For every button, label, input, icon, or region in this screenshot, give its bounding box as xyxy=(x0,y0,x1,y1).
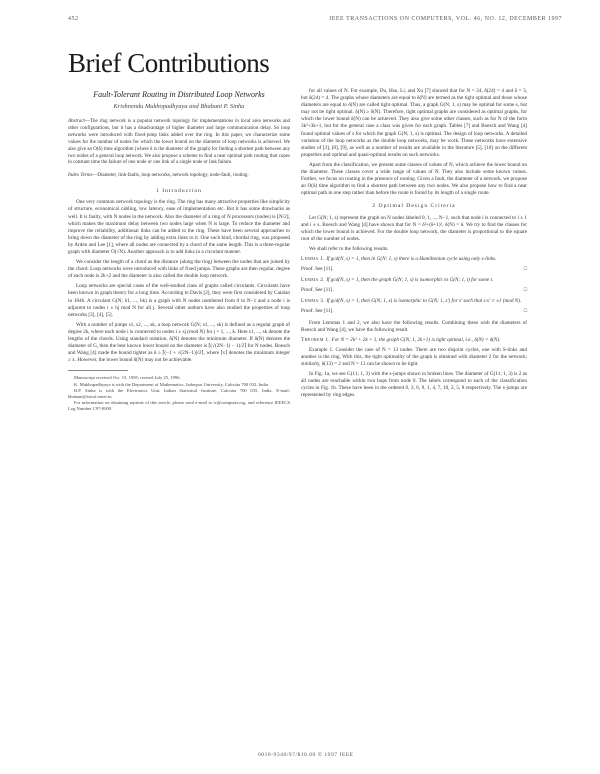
lemma-text: If gcd(N, s) = 1, then G(N; 1, s) is isomorphic to G(N; 1, s′) for s′ such that s·s′ ≡ ±1 (mod N). xyxy=(326,298,522,305)
paper-title: Fault-Tolerant Routing in Distributed Loop Networks xyxy=(93,90,265,99)
proof-text: Proof. See [11]. xyxy=(301,287,334,294)
footnote: Manuscript received Oct. 15, 1995; revised July 25, 1996. xyxy=(74,375,181,381)
lemma-label: Lemma 2. xyxy=(301,277,326,284)
intro-paragraph: One very common network topology is the ring. The ring has many attractive properties like simplicity of structure, economical cabling, low latency, ease of implementation etc. But it has some drawbacks as well. It is faulty, with N nodes in the network. Also the diameter of a ring of N processors (nodes) is ⌊N/2⌋, which makes the maximum delay between two nodes large when N is large. To reduce the diameter and improve the reliability, additional links can be added to the ring. These have been several approaches to bring down the diameter of the ring by adding extra links to it. One such kind, chordal ring, was proposed by Arden and Lee [1], where all nodes are connected by a chord of the same length. This is a three-regular graph with diameter O(√N). Another approach is to add links in a circulant manner. xyxy=(68,199,290,255)
copyright-code: 0018-9340/97/$10.00 © 1997 IEEE xyxy=(258,752,354,758)
proof xyxy=(301,308,527,315)
page-number: 452 xyxy=(68,16,79,22)
body-paragraph: From Lemmas 1 and 2, we also have the following results. Combining these with the diameters of Boesch and Wang [4], we have the following result. xyxy=(301,319,527,333)
body-paragraph: Apart from the classification, we present some classes of values of N, which achieve the lower bound on the diameter. These classes cover a wide range of values of N. They also include some known values. Further, we focus on routing in the presence of routing. Given a fault, the diameter of a network, we propose an O(δ) time algorithm to find a shortest path between any two nodes. We also propose how to find a near optimal path in one step rather than before the route is found by its length of a single route. xyxy=(301,161,527,197)
left-column xyxy=(68,90,290,413)
lemma-3 xyxy=(301,298,527,305)
section-title: Brief Contributions xyxy=(68,48,270,78)
intro-paragraph: We consider the length of a chord as the distance (along the ring) between the nodes that are joined by the chord. Loop networks were introduced with links of fixed jumps. These graphs are then regular, degree of each node is 2k+2 and the diameter is also called the double loop network. xyxy=(68,259,290,280)
qed-symbol: □ xyxy=(523,266,527,273)
intro-paragraph: With a number of jumps s1, s2, ..., sk, a loop network G(N; s1, ..., sk) is defined as a regular graph of degree 2k, where each node i is connected to nodes i ± sj (mod N) for j = 1, ..., k. Here s1, ..., sk denote the lengths of the chords. Using standard notation, δ(N) denotes the minimum diameter. If δ(N) denotes the diameter of G, then the best known lower bound on the diameter is ⌈(√(2N−1) − 1)/2⌉ for N nodes. Boesch and Wang [4] made the bound tighter as δ ≥ ⌈(−1 + √(2N−1))/2⌉, where ⌈x⌉ denotes the minimum integer ≥ x. However, the lower bound δ(N) may not be achievable. xyxy=(68,321,290,364)
lemma-text: If gcd(N, s) = 1, then the graph G(N; 1, s) is isomorphic to G(N; 1, t) for some t. xyxy=(326,277,494,284)
index-terms xyxy=(68,173,290,180)
introduction-heading: 1 Introduction xyxy=(156,188,202,195)
footnote: For information on obtaining reprints of this article, please send e-mail to tc@computer.org, and reference IEEECS Log Number C97-0000. xyxy=(68,400,290,412)
intro-paragraph: Loop networks are special cases of the well-studied class of graphs called circulants. Circulants have been known in graph theory for a long time. According to Davis [2], they were first considered by Catalan in 1846. A circulant G(N; h1, ..., hk) is a graph with N nodes numbered from 0 to N−1 and a node i is adjacent to nodes i ± hj mod N for all j. Several other authors have also studied the properties of loop networks [3], [4], [5]. xyxy=(68,283,290,318)
abstract xyxy=(68,119,290,167)
body-paragraph: In Fig. 1a, we see G(11; 1, 3) with the s-jumps shown in broken lines. The diameter of G(11; 1, 3) is 2 as all nodes are reachable within two hops from node 0. The labels correspond to each of the classification cycles in Fig. 1b. These have been in the ordered 0, 3, 6, 9, 1, 4, 7, 10, 2, 5, 8 respectively. The s-jumps are represented by ring edges. xyxy=(301,371,527,399)
theorem-1 xyxy=(301,337,527,344)
proof xyxy=(301,266,527,273)
running-header xyxy=(68,16,562,28)
lemma-2 xyxy=(301,277,527,284)
right-column xyxy=(301,88,527,402)
theorem-label: Theorem 1. xyxy=(301,336,331,343)
footnote: B.P. Sinha is with the Electronics Unit, Indian Statistical Institute, Calcutta 700 035, India. E-mail: bhabani@isical.ernet.in. xyxy=(68,387,290,400)
qed-symbol: □ xyxy=(523,287,527,294)
lemma-label: Lemma 3. xyxy=(301,298,326,305)
journal-citation: IEEE TRANSACTIONS ON COMPUTERS, VOL. 46, NO. 12, DECEMBER 1997 xyxy=(329,16,562,22)
body-paragraph: for all values of N. For example, Du, Hsu, Li, and Xu [7] showed that for N = 24, δ(24) = 4 and δ = 3, but δ(24) = 4. The graphs whose diameters are equal to δ(N) are termed as the tight optimal and those whose diameters are equal to δ(N) are called tight optimal. Thus, a graph G(N; 1, s) may be optimal for some s, but may not be tight optimal. δ(N) ≥ δ(N). Therefore, tight optimal graphs are considered as optimal graphs, for which the lower bound δ(N) can be achieved. They also give some other classes, such as for N of the form 3k²+3k+1, but for the general case a class was given for each graph. Tables [7] and Boesch and Wang [4] found optimal values of s for which the graph G(N; 1, s) is optimal. The design of loop networks. A detailed variation of the loop networks as the double loop networks, may be work. These networks have extensive studies of [3], [8], [9], as well as a number of results are available in the literature [5], [10] on the different properties and optimal and quasi-optimal results on such networks. xyxy=(301,88,527,158)
section-2-heading: 2 Optimal Design Criteria xyxy=(372,203,456,210)
footnote-rule xyxy=(68,370,128,371)
qed-symbol: □ xyxy=(523,308,527,315)
body-paragraph: We shall refer to the following results. xyxy=(309,245,389,252)
proof xyxy=(301,287,527,294)
abstract-text: —The ring network is a popular network topology for implementations in local area networks and other configurations, but it has a disadvantage of higher diameter and large communication delay. So loop networks were introduced with fixed-jump links added over the ring. In this paper, we characterize some values for the number of nodes for which the lower bound on the diameter of loop networks is achieved. We also give an O(δ) time algorithm (where δ is the diameter of the graph) for finding a shortest path between any two nodes of a general loop network. We also propose a scheme to find a near optimal path routing that copes in constant time the failure of one node or one link of a single node or link failure. xyxy=(68,119,290,166)
proof-text: Proof. See [11]. xyxy=(301,308,334,315)
body-paragraph: Let G(N; 1, s) represent the graph on N nodes labeled 0, 1, ..., N−1, such that node i is connected to i ± 1 and i ± s. Boesch and Wang [4] have shown that for N = δ²+(δ+1)², δ(N) = δ. We try to find the classes for which the lower bound is achieved. For the double loop network, the diameter is proportional to the square root of the number of nodes. xyxy=(301,214,527,242)
footnote: K. Mukhopadhyaya is with the Department of Mathematics, Jadavpur University, Calcutta 700 032, India. xyxy=(74,381,270,387)
lemma-text: If gcd(N, s) = 1, then in G(N; 1, s) there is a Hamiltonian cycle using only s-links. xyxy=(326,255,497,262)
lemma-1 xyxy=(301,256,527,263)
index-terms-label: Index Terms xyxy=(68,173,93,179)
lemma-label: Lemma 1. xyxy=(301,255,326,262)
index-terms-text: —Diameter, link-faults, loop networks, network topology, node-fault, routing. xyxy=(92,173,249,179)
example-paragraph: Example 1. Consider the case of N = 13 nodes. There are two disjoint cycles, one with S-links and another is the ring. With this, the tight optimality of the graph is obtained with diameter 2 for the network; similarly, δ(13) = 2 and N = 13 can be shown to be tight. xyxy=(301,346,527,367)
footnotes xyxy=(68,375,290,412)
theorem-text: For N = 2k² + 2k + 1, the graph G(N; 1, 2k+1) is tight optimal, i.e., δ(N) = δ(N). xyxy=(331,336,501,343)
paper-authors: Krishnendu Mukhopadhyaya and Bhabani P. Sinha xyxy=(113,103,245,110)
abstract-label: Abstract xyxy=(68,119,85,124)
proof-text: Proof. See [11]. xyxy=(301,266,334,273)
